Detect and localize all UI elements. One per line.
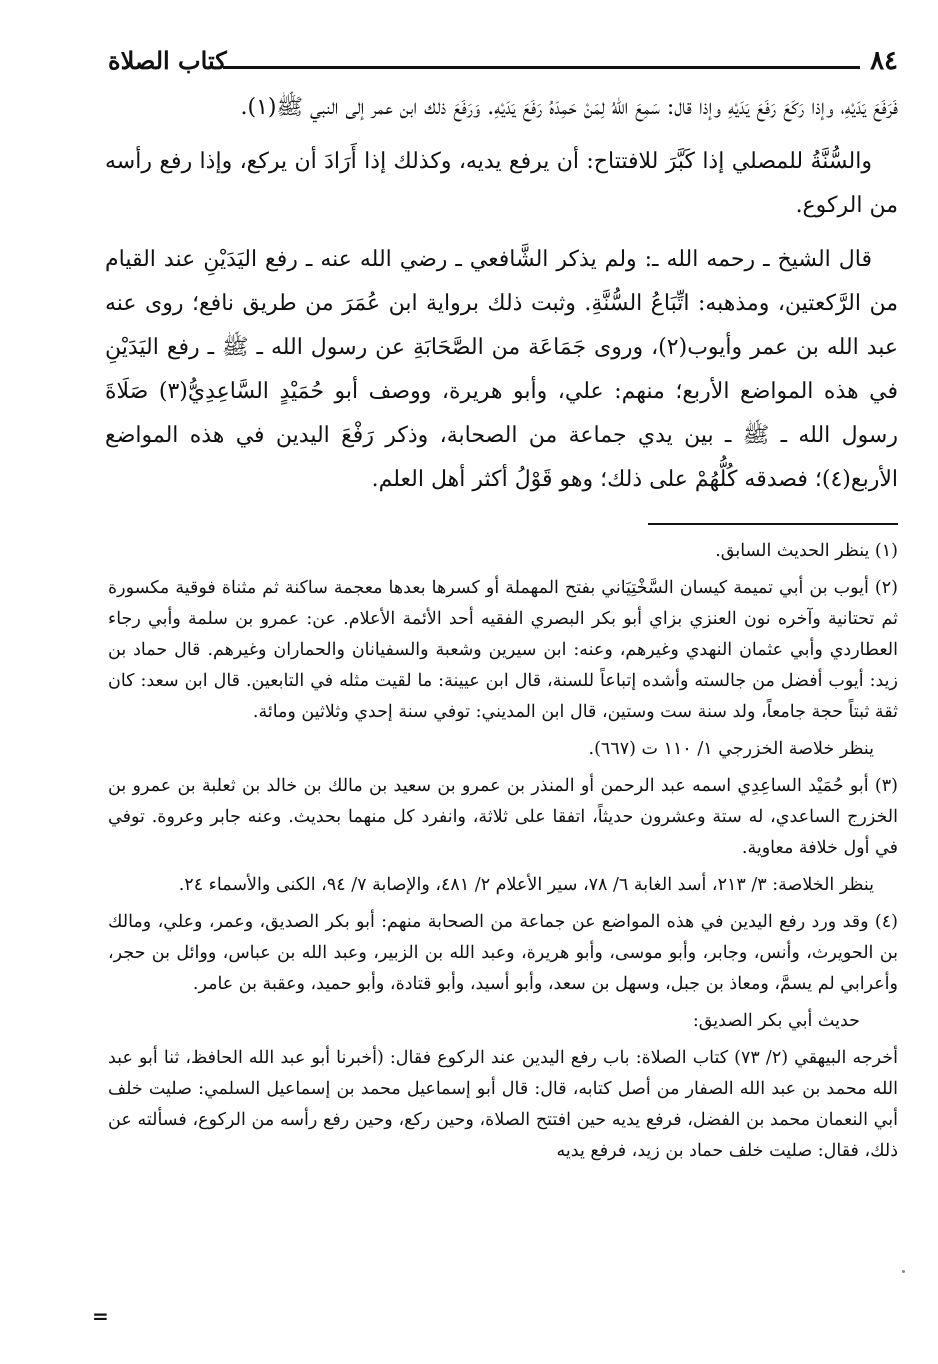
header-rule [223,66,860,69]
paragraph-1: فَرَفَعَ يَدَيْهِ، وإذا رَكَعَ رَفَعَ يَدَيْهِ وإذا قال: سَمِعَ اللّٰهُ لِمَنْ حَمِدَهُ رَفَعَ يَدَيْهِ. وَرَفَعَ ذلك ابن عمر إلى النبي ﷺ(١). [240,95,898,120]
paragraph-3: قال الشيخ ـ رحمه الله ـ: ولم يذكر الشَّافعي ـ رضي الله عنه ـ رفع اليَدَيْنِ عند القيام من الرَّكعتين، ومذهبه: اتِّبَاعُ السُّنَّةِ. وثبت ذلك برواية ابن عُمَرَ من طريق نافع؛ روى عنه عبد الله بن عمر وأيوب(٢)، وروى جَمَاعَة من الصَّحَابَةِ عن رسول الله ـ ﷺ ـ رفع اليَدَيْنِ في هذه المواضع الأربع؛ منهم: علي، وأبو هريرة، ووصف أبو حُمَيْدٍ السَّاعِدِيُّ(٣) صَلَاةَ رسول الله ـ ﷺ ـ بين يدي جماعة من الصحابة، وذكر رَفْعَ اليدين في هذه المواضع الأربع(٤)؛ فصدقه كُلُّهُمْ على ذلك؛ وهو قَوْلُ أكثر أهل العلم. [105,247,899,492]
paragraph-2: والسُّنَّةُ للمصلي إذا كَبَّرَ للافتتاح: أن يرفع يديه، وكذلك إذا أَرَادَ أن يركع، وإذا رفع رأسه من الركوع. [105,149,898,218]
footnote-4-subheading: حديث أبي بكر الصديق: [692,1011,860,1031]
footnote-2-reference: ينظر خلاصة الخزرجي ١/ ١١٠ ت (٦٦٧). [588,739,874,759]
footnote-2: (٢) أيوب بن أبي تميمة كيسان السَّخْتِيَاني بفتح المهملة أو كسرها بعدها معجمة ساكنة ثم مثناة فوقية مكسورة ثم تحتانية وآخره نون العنزي بزاي أبو بكر البصري الفقيه أحد الأئمة الأعلام. عن: عمرو بن سلمة وأبي رجاء العطاردي وأبي عثمان النهدي وغيرهم، وعنه: ابن سيرين وشعبة والسفيانان والحماران وغيرهم. قال حماد بن زيد: أيوب أفضل من جالسته وأشده إتباعاً للسنة، قال ابن عيينة: ما لقيت مثله في التابعين. قال ابن سعد: كان ثقة ثبتاً حجة جامعاً، ولد سنة ست وستين، قال ابن المديني: توفي سنة إحدي وثلاثين ومائة. [108,578,898,722]
footnotes [108,536,898,1173]
footnote-4: (٤) وقد ورد رفع اليدين في هذه المواضع عن جماعة من الصحابة منهم: أبو بكر الصديق، وعمر، وعلي، ومالك بن الحويرث، وأنس، وجابر، وأبو موسى، وأبو هريرة، وعبد الله بن الزبير، وعبد الله بن عباس، ووائل بن حجر، وأعرابي لم يسمَّ، ومعاذ بن جبل، وسهل بن سعد، وأبو أسيد، وأبو قتادة، وأبو حميد، وعقبة بن عامر. [108,912,898,994]
footnote-4-text: أخرجه البيهقي (٢/ ٧٣) كتاب الصلاة: باب رفع اليدين عند الركوع فقال: (أخبرنا أبو عبد الله الحافظ، ثنا أبو عبد الله محمد بن عبد الله الصفار من أصل كتابه، قال: قال أبو إسماعيل محمد بن إسماعيل السلمي: صليت خلف أبي النعمان محمد بن الفضل، فرفع يديه حين افتتح الصلاة، وحين ركع، وحين رفع رأسه من الركوع، فسألته عن ذلك، فقال: صليت خلف حماد بن زيد، فرفع يديه [108,1048,898,1161]
footnote-1: (١) ينظر الحديث السابق. [715,541,898,561]
footnote-separator [648,523,898,525]
main-text [105,86,898,512]
scan-speck [902,1270,905,1273]
page-number: ٨٤ [870,46,898,76]
footnote-3: (٣) أبو حُمَيْد الساعِدِي اسمه عبد الرحمن أو المنذر بن عمرو بن سعيد بن مالك بن خالد بن ثعلبة بن عمرو بن الخزرج الساعدي، له ستة وعشرون حديثاً، اتفقا على ثلاثة، وانفرد كل منهما بحديث. وعنه جابر وعروة. توفي في أول خلافة معاوية. [108,776,898,858]
page-header [108,44,898,80]
continuation-mark: = [92,1304,109,1328]
footnote-3-reference: ينظر الخلاصة: ٣/ ٢١٣، أسد الغابة ٦/ ٧٨، سير الأعلام ٢/ ٤٨١، والإصابة ٧/ ٩٤، الكنى والأسماء ٢٤. [178,875,874,895]
running-title: كتاب الصلاة [108,46,227,75]
